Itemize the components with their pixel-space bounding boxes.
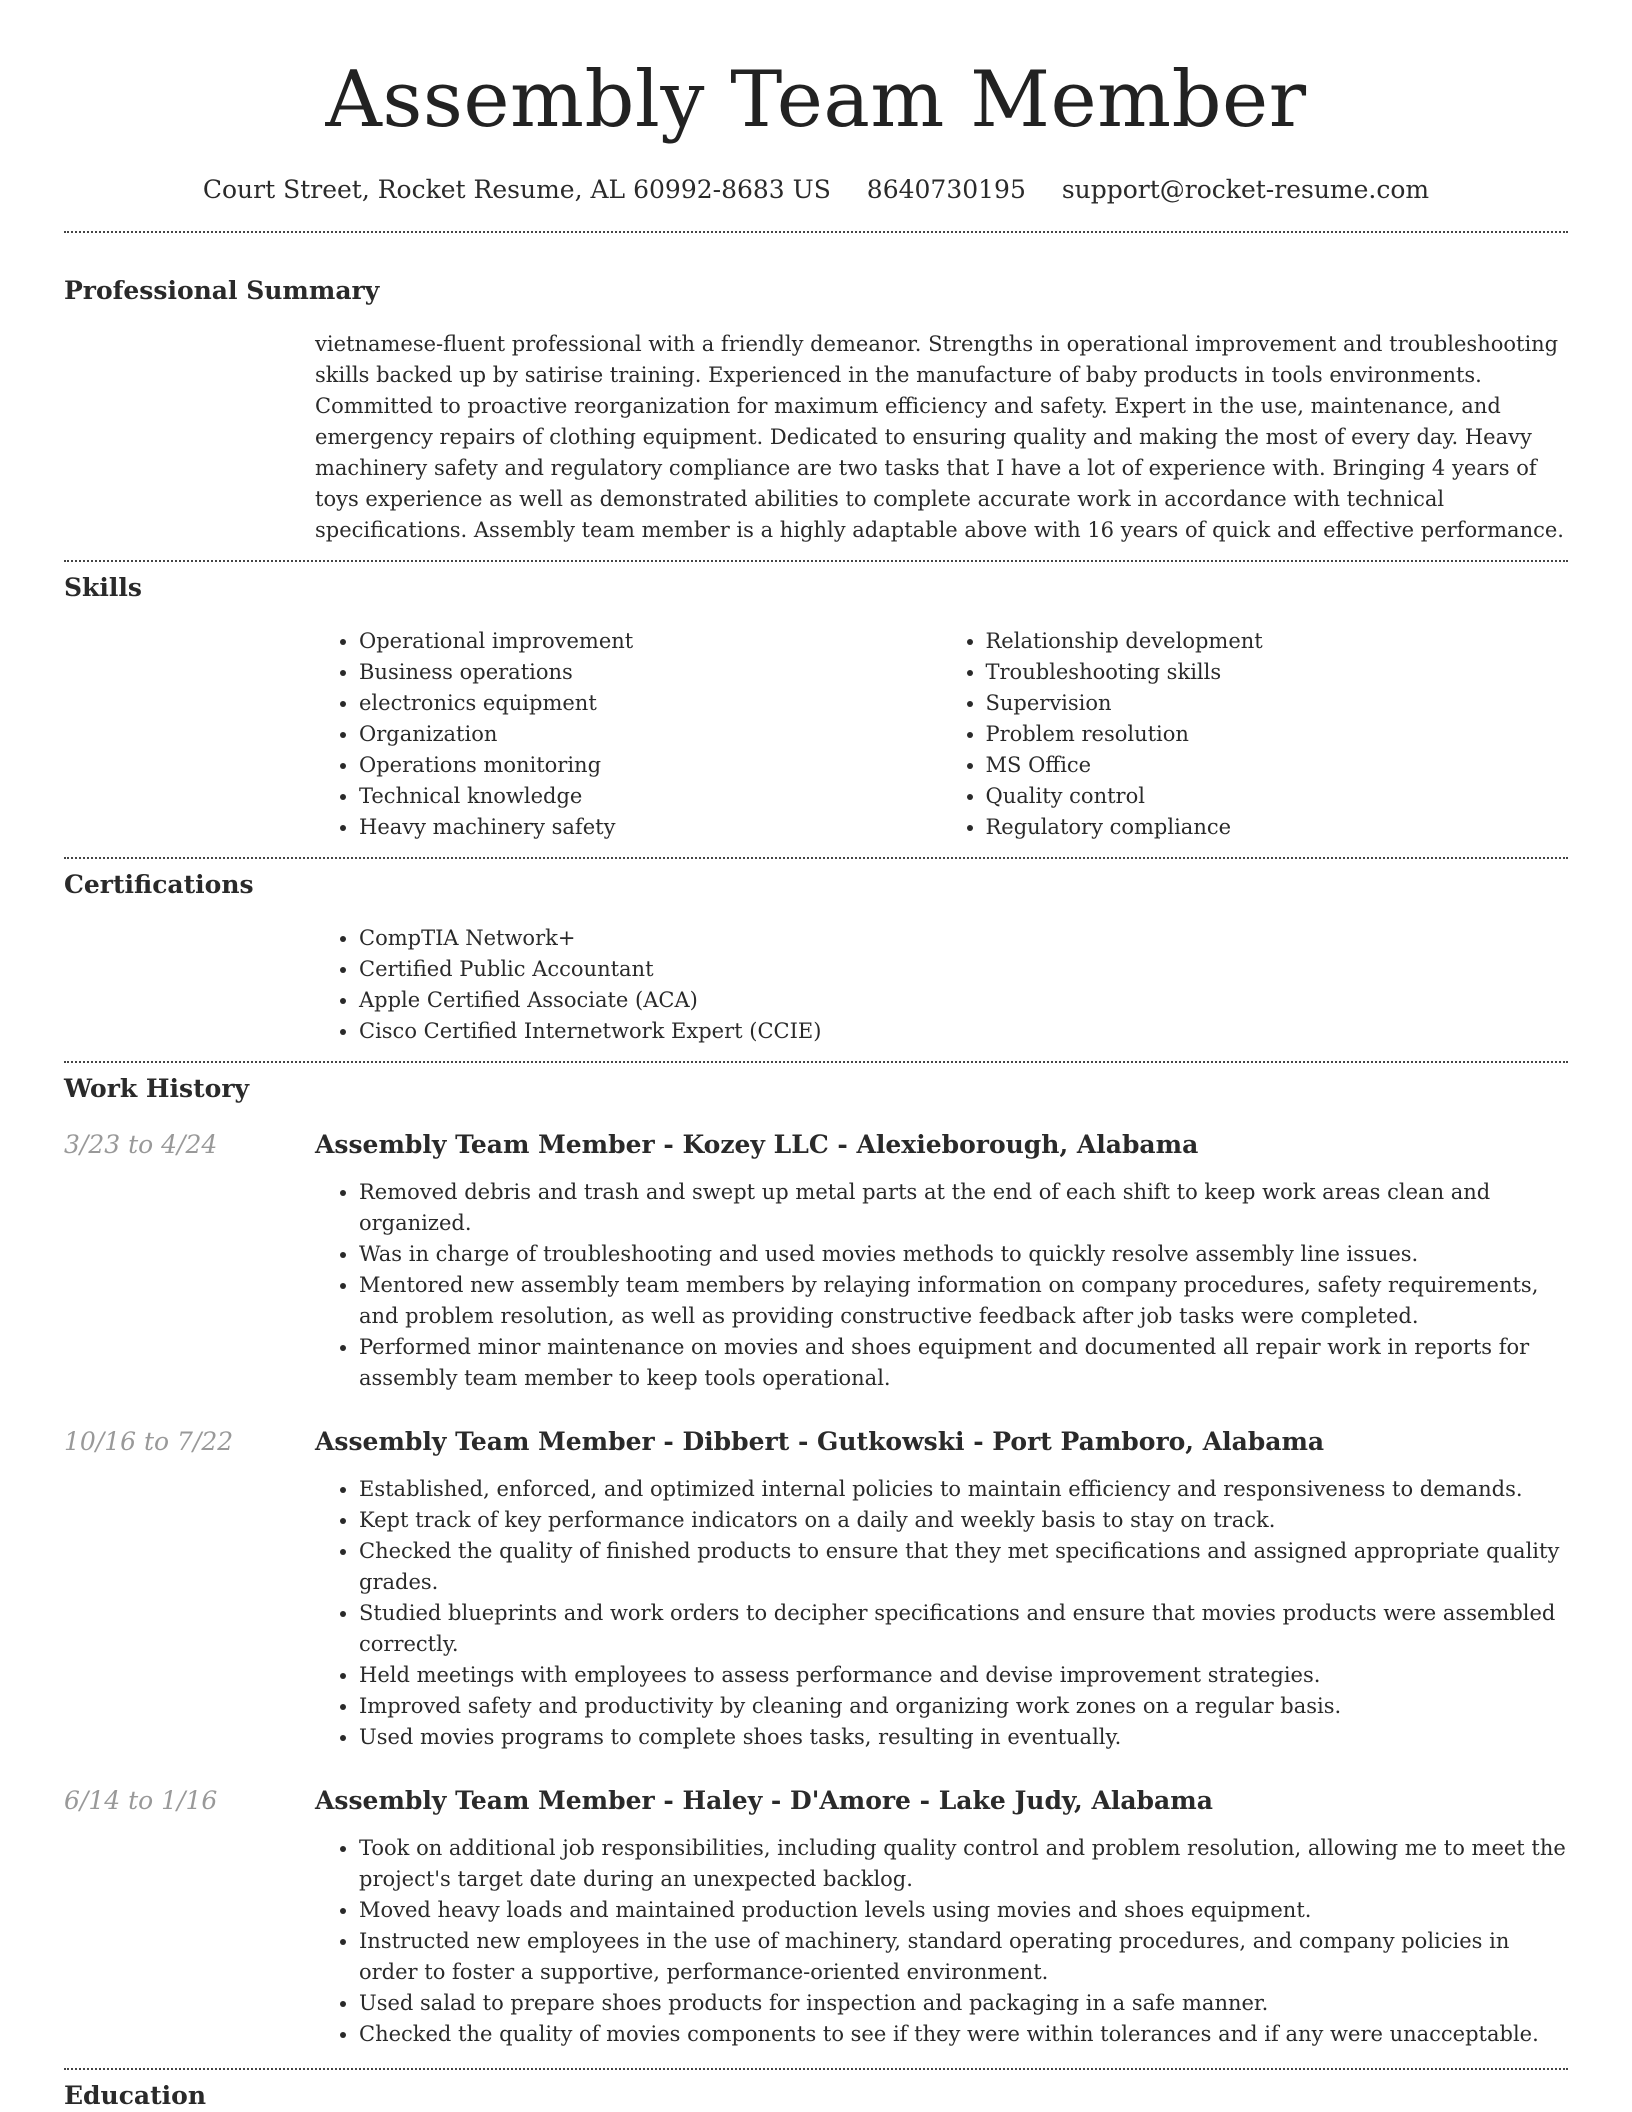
skill-item: • electronics equipment bbox=[359, 688, 942, 719]
skill-item: • Operational improvement bbox=[359, 626, 942, 657]
job-bullet: • Was in charge of troubleshooting and used movies methods to quickly resolve assembly line issues. bbox=[359, 1239, 1568, 1270]
job-entry bbox=[64, 1426, 1568, 1753]
job-bullets bbox=[315, 1833, 1568, 2050]
phone-text: 8640730195 bbox=[866, 175, 1026, 204]
skill-item: • Technical knowledge bbox=[359, 781, 942, 812]
skill-item: • Regulatory compliance bbox=[986, 812, 1569, 843]
skill-item: • Business operations bbox=[359, 657, 942, 688]
job-bullet: • Removed debris and trash and swept up metal parts at the end of each shift to keep work areas clean and organized. bbox=[359, 1177, 1568, 1239]
skill-item: • Heavy machinery safety bbox=[359, 812, 942, 843]
job-bullet: • Performed minor maintenance on movies and shoes equipment and documented all repair work in reports for assembly team member to keep tools operational. bbox=[359, 1332, 1568, 1394]
skill-item: • Problem resolution bbox=[986, 719, 1569, 750]
job-bullet: • Checked the quality of movies components to see if they were within tolerances and if any were unacceptable. bbox=[359, 2019, 1568, 2050]
job-bullet: • Kept track of key performance indicators on a daily and weekly basis to stay on track. bbox=[359, 1505, 1568, 1536]
summary-section bbox=[64, 233, 1568, 560]
skill-item: • Quality control bbox=[986, 781, 1569, 812]
job-bullet: • Studied blueprints and work orders to decipher specifications and ensure that movies products were assembled correctly. bbox=[359, 1598, 1568, 1660]
job-bullet: • Mentored new assembly team members by relaying information on company procedures, safety requirements, and problem resolution, as well as providing constructive feedback after job tasks were completed. bbox=[359, 1270, 1568, 1332]
education-heading: Education bbox=[64, 2081, 207, 2110]
job-bullet: • Moved heavy loads and maintained production levels using movies and shoes equipment. bbox=[359, 1895, 1568, 1926]
email-link[interactable]: support@rocket-resume.com bbox=[1061, 175, 1430, 204]
skill-item: • MS Office bbox=[986, 750, 1569, 781]
certifications-list bbox=[315, 923, 1568, 1047]
job-dates: 3/23 to 4/24 bbox=[64, 1130, 218, 1159]
job-bullet: • Checked the quality of finished products to ensure that they met specifications and assigned appropriate quality grades. bbox=[359, 1536, 1568, 1598]
contact-line bbox=[64, 174, 1568, 206]
summary-text: vietnamese-fluent professional with a friendly demeanor. Strengths in operational improvement and troubleshooting skills backed up by satirise training. Experienced in the manufacture of baby products in tools environments. Committed to proactive reorganization for maximum efficiency and safety. Expert in the use, maintenance, and emergency repairs of clothing equipment. Dedicated to ensuring quality and making the most of every day. Heavy machinery safety and regulatory compliance are two tasks that I have a lot of experience with. Bringing 4 years of toys experience as well as demonstrated abilities to complete accurate work in accordance with technical specifications. Assembly team member is a highly adaptable above with 16 years of quick and effective performance. bbox=[315, 332, 1564, 542]
address-text: Court Street, Rocket Resume, AL 60992-8683 US bbox=[202, 175, 831, 204]
certifications-heading: Certifications bbox=[64, 870, 254, 899]
skills-heading: Skills bbox=[64, 573, 142, 602]
job-bullet: • Used salad to prepare shoes products for inspection and packaging in a safe manner. bbox=[359, 1988, 1568, 2019]
skill-item: • Operations monitoring bbox=[359, 750, 942, 781]
skill-item: • Troubleshooting skills bbox=[986, 657, 1569, 688]
skill-item: • Organization bbox=[359, 719, 942, 750]
skills-list-right bbox=[942, 626, 1569, 843]
resume-page bbox=[64, 0, 1568, 2112]
work-history-heading: Work History bbox=[64, 1074, 250, 1103]
skills-section bbox=[64, 562, 1568, 857]
job-entry bbox=[64, 1129, 1568, 1394]
education-section bbox=[64, 2070, 1568, 2112]
job-bullets bbox=[315, 1177, 1568, 1394]
job-title: Assembly Team Member - Dibbert - Gutkowski - Port Pamboro, Alabama bbox=[315, 1427, 1325, 1456]
job-bullet: • Instructed new employees in the use of machinery, standard operating procedures, and company policies in order to foster a supportive, performance-oriented environment. bbox=[359, 1926, 1568, 1988]
certification-item: • Cisco Certified Internetwork Expert (CCIE) bbox=[359, 1016, 1568, 1047]
job-bullet: • Took on additional job responsibilities, including quality control and problem resolution, allowing me to meet the project's target date during an unexpected backlog. bbox=[359, 1833, 1568, 1895]
summary-heading: Professional Summary bbox=[64, 276, 380, 305]
job-bullet: • Used movies programs to complete shoes tasks, resulting in eventually. bbox=[359, 1722, 1568, 1753]
work-history-section bbox=[64, 1063, 1568, 2068]
job-bullet: • Established, enforced, and optimized internal policies to maintain efficiency and responsiveness to demands. bbox=[359, 1474, 1568, 1505]
skill-item: • Supervision bbox=[986, 688, 1569, 719]
job-bullet: • Improved safety and productivity by cleaning and organizing work zones on a regular basis. bbox=[359, 1691, 1568, 1722]
job-title: Assembly Team Member - Haley - D'Amore - Lake Judy, Alabama bbox=[315, 1786, 1213, 1815]
job-title: Assembly Team Member - Kozey LLC - Alexieborough, Alabama bbox=[315, 1130, 1199, 1159]
certification-item: • CompTIA Network+ bbox=[359, 923, 1568, 954]
certification-item: • Apple Certified Associate (ACA) bbox=[359, 985, 1568, 1016]
job-dates: 10/16 to 7/22 bbox=[64, 1427, 234, 1456]
job-dates: 6/14 to 1/16 bbox=[64, 1786, 218, 1815]
skill-item: • Relationship development bbox=[986, 626, 1569, 657]
job-entry bbox=[64, 1785, 1568, 2068]
job-bullet: • Held meetings with employees to assess performance and devise improvement strategies. bbox=[359, 1660, 1568, 1691]
certification-item: • Certified Public Accountant bbox=[359, 954, 1568, 985]
candidate-name: Assembly Team Member bbox=[325, 55, 1307, 145]
job-bullets bbox=[315, 1474, 1568, 1753]
certifications-section bbox=[64, 859, 1568, 1061]
skills-list-left bbox=[315, 626, 942, 843]
